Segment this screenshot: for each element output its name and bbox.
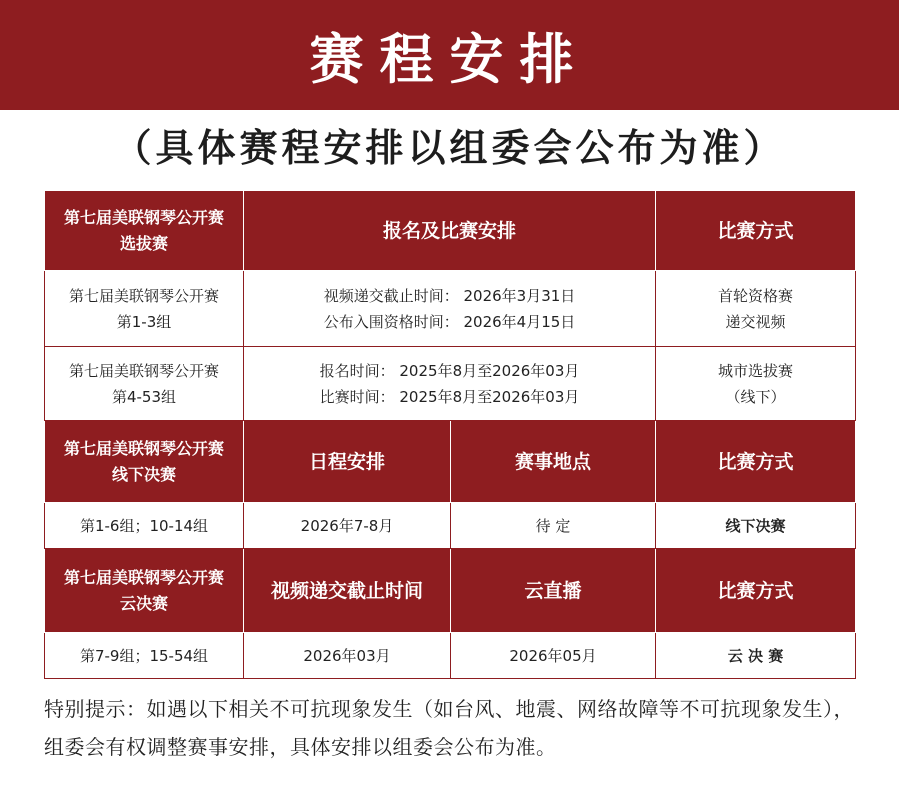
special-notice: 特别提示：如遇以下相关不可抗现象发生（如台风、地震、网络故障等不可抗现象发生），组委会有权调整赛事安排，具体安排以组委会公布为准。 (44, 697, 854, 759)
offline-final-label-line2: 线下决赛 (111, 464, 176, 484)
group-line2: 第4-53组 (111, 387, 177, 406)
selection-header-mode: 比赛方式 (656, 191, 856, 271)
selection-header-label (45, 191, 244, 271)
cloud-final-header-row (45, 549, 856, 633)
arrangement-line1: 报名时间： 2025年8月至2026年03月 (319, 361, 580, 380)
table-row (45, 503, 856, 549)
title-banner (0, 0, 899, 110)
table-row (45, 271, 856, 347)
selection-header-label-line2: 选拔赛 (119, 233, 168, 253)
cloud-final-label-line1: 第七届美联钢琴公开赛 (63, 567, 224, 587)
arrangement-cell (244, 347, 656, 421)
selection-header-label-line1: 第七届美联钢琴公开赛 (63, 207, 224, 227)
cloud-final-header-deadline: 视频递交截止时间 (244, 549, 451, 633)
mode-line2: 递交视频 (725, 312, 786, 331)
offline-final-header-row (45, 421, 856, 503)
selection-header-row (45, 191, 856, 271)
schedule-table (44, 190, 856, 679)
cloud-final-live: 2026年05月 (451, 633, 656, 679)
mode-line1: 首轮资格赛 (718, 286, 794, 305)
page-title: 赛程安排 (309, 27, 590, 91)
mode-cell (656, 347, 856, 421)
cloud-final-groups: 第7-9组；15-54组 (45, 633, 244, 679)
offline-final-mode: 线下决赛 (656, 503, 856, 549)
cloud-final-label-line2: 云决赛 (119, 593, 168, 613)
offline-final-header-label (45, 421, 244, 503)
cloud-final-header-label (45, 549, 244, 633)
offline-final-schedule: 2026年7-8月 (244, 503, 451, 549)
cloud-final-header-mode: 比赛方式 (656, 549, 856, 633)
arrangement-line2: 公布入围资格时间： 2026年4月15日 (323, 312, 576, 331)
offline-final-groups: 第1-6组；10-14组 (45, 503, 244, 549)
group-line2: 第1-3组 (116, 312, 172, 331)
table-row (45, 633, 856, 679)
offline-final-header-schedule: 日程安排 (244, 421, 451, 503)
group-line1: 第七届美联钢琴公开赛 (68, 361, 219, 380)
selection-header-arrangement: 报名及比赛安排 (244, 191, 656, 271)
mode-cell (656, 271, 856, 347)
cloud-final-header-live: 云直播 (451, 549, 656, 633)
table-row (45, 347, 856, 421)
offline-final-label-line1: 第七届美联钢琴公开赛 (63, 438, 224, 458)
arrangement-cell (244, 271, 656, 347)
arrangement-line2: 比赛时间： 2025年8月至2026年03月 (319, 387, 580, 406)
offline-final-header-mode: 比赛方式 (656, 421, 856, 503)
cloud-final-deadline: 2026年03月 (244, 633, 451, 679)
cloud-final-mode: 云 决 赛 (656, 633, 856, 679)
group-cell (45, 271, 244, 347)
mode-line2: （线下） (725, 387, 786, 406)
offline-final-header-location: 赛事地点 (451, 421, 656, 503)
group-cell (45, 347, 244, 421)
mode-line1: 城市选拔赛 (718, 361, 794, 380)
page-subtitle: （具体赛程安排以组委会公布为准） (113, 126, 786, 170)
offline-final-location: 待 定 (451, 503, 656, 549)
arrangement-line1: 视频递交截止时间： 2026年3月31日 (323, 286, 576, 305)
group-line1: 第七届美联钢琴公开赛 (68, 286, 219, 305)
